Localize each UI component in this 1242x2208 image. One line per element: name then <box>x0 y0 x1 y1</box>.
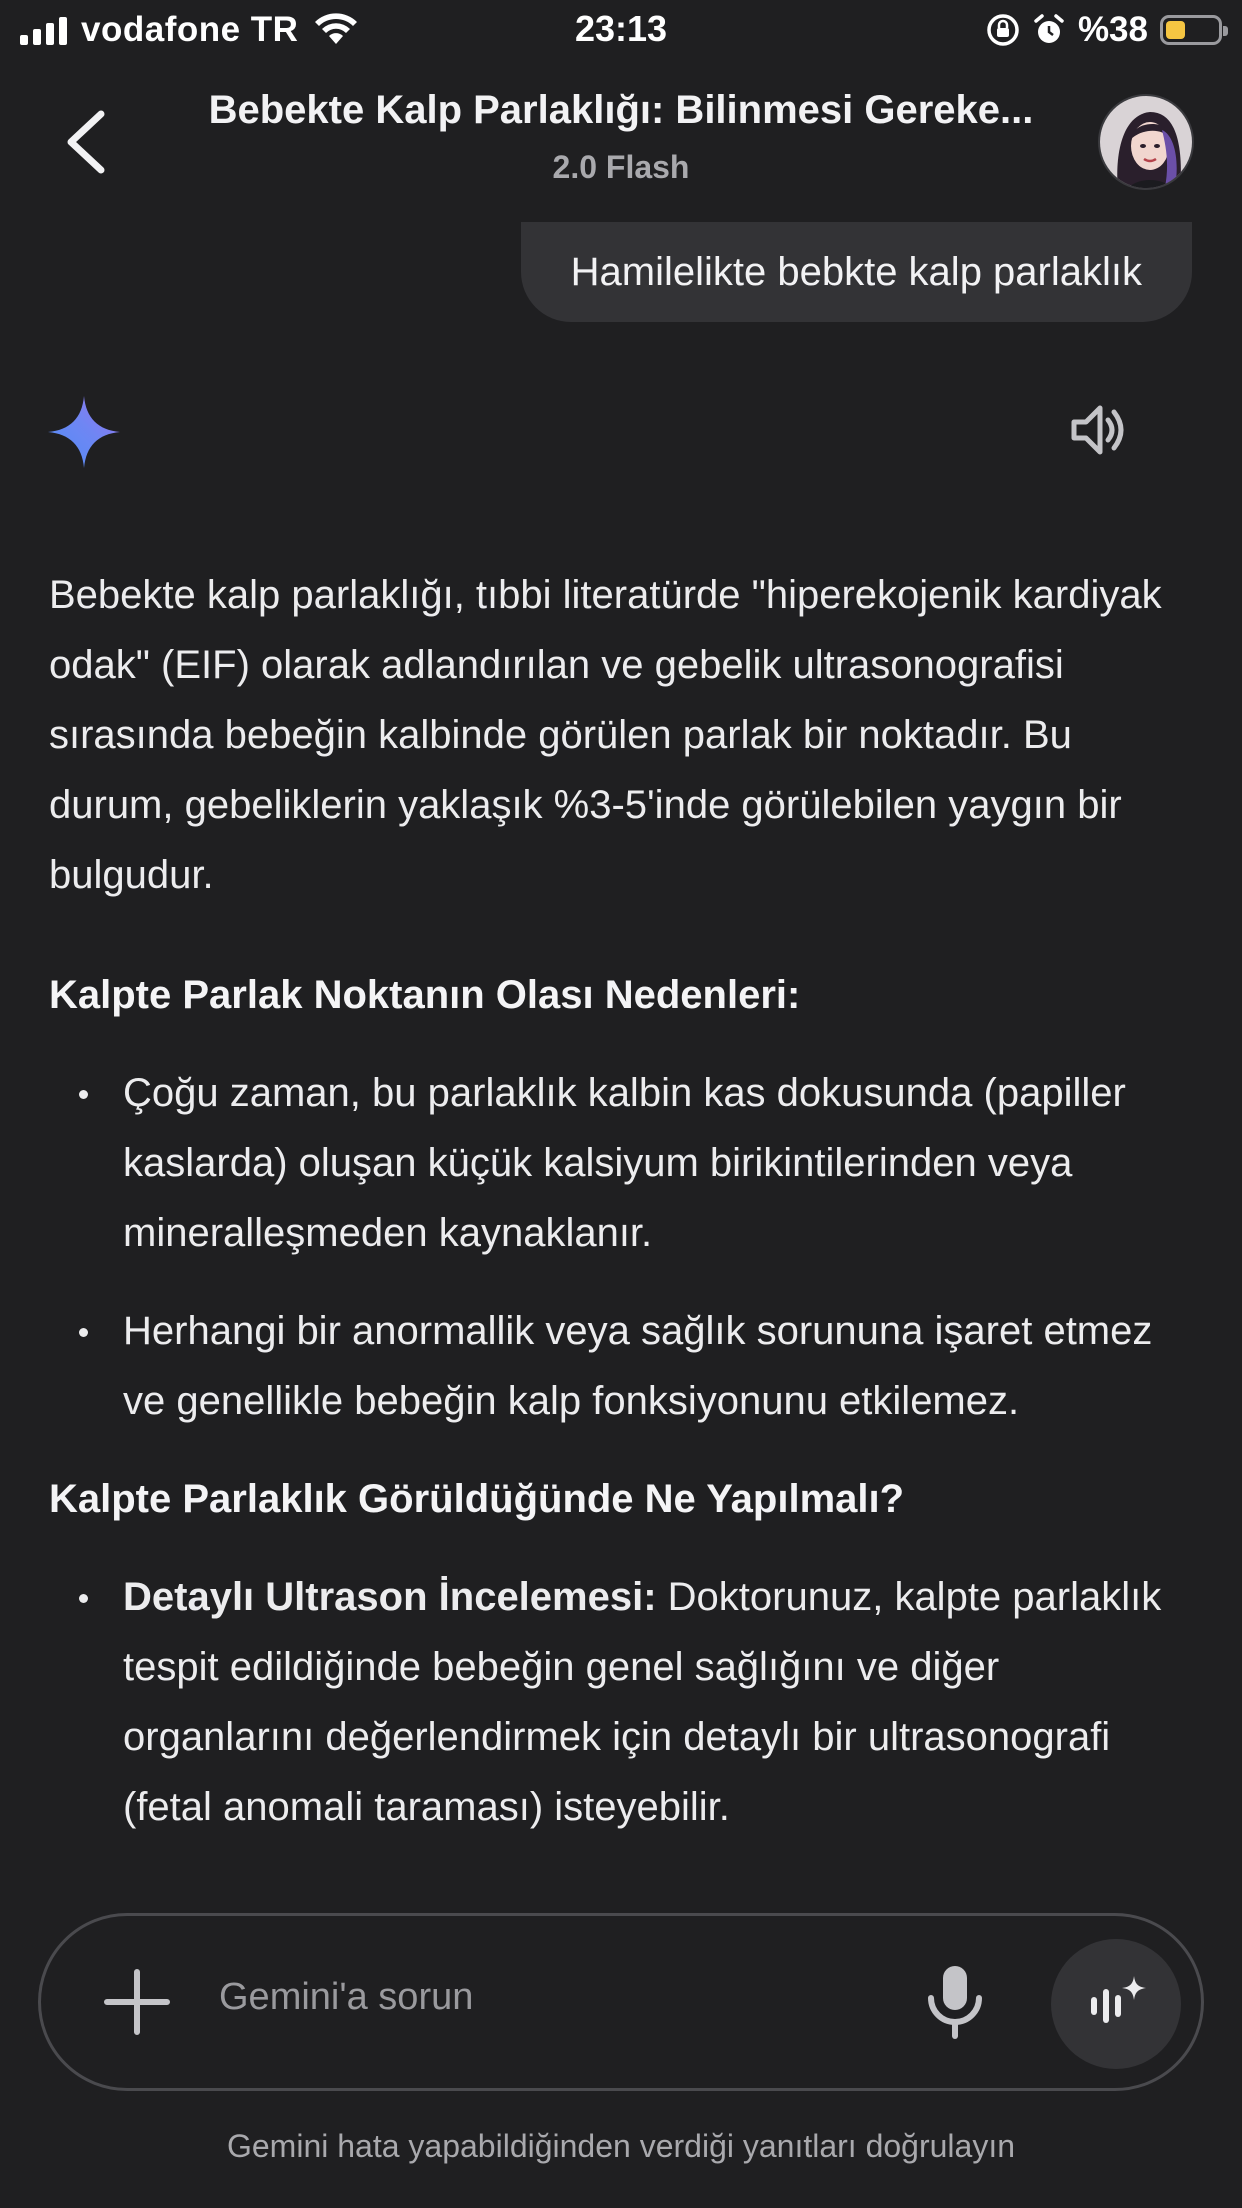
prompt-input-bar[interactable] <box>38 1913 1204 2091</box>
speaker-icon <box>1068 398 1132 462</box>
list-item-bold: Detaylı Ultrason İncelemesi: <box>123 1575 657 1619</box>
gemini-live-button[interactable] <box>1051 1939 1181 2069</box>
actions-list <box>49 1562 1199 1842</box>
rotation-lock-icon <box>986 13 1020 47</box>
response-intro: Bebekte kalp parlaklığı, tıbbi literatürde "hiperekojenik kardiyak odak" (EIF) olarak adlandırılan ve gebelik ultrasonografisi sırasında bebeğin kalbinde görülen parlak bir noktadır. Bu durum, gebeliklerin yaklaşık %3-5'inde görülebilen yaygın bir bulgudur. <box>49 573 1162 897</box>
avatar[interactable] <box>1098 94 1194 190</box>
back-button[interactable] <box>50 102 120 182</box>
disclaimer-text: Gemini hata yapabildiğinden verdiği yanıtları doğrulayın <box>226 2128 1016 2164</box>
battery-percent: %38 <box>1077 10 1148 49</box>
status-bar <box>0 0 1242 62</box>
status-right <box>986 10 1222 50</box>
user-message-text: Hamilelikte bebkte kalp parlaklık <box>570 249 1142 294</box>
title-area[interactable] <box>170 88 1072 186</box>
status-time: 23:13 <box>574 8 668 49</box>
causes-list <box>49 1058 1199 1436</box>
plus-icon <box>97 1962 177 2042</box>
user-message-bubble[interactable] <box>521 222 1192 322</box>
read-aloud-button[interactable] <box>1068 398 1132 462</box>
alarm-icon <box>1032 13 1066 47</box>
list-item <box>49 1296 1199 1436</box>
chat-header <box>0 62 1242 222</box>
gemini-spark-icon <box>46 394 122 470</box>
list-item <box>49 1562 1199 1842</box>
gemini-response <box>49 560 1199 1870</box>
user-avatar-image <box>1100 96 1194 190</box>
battery-level <box>1166 21 1185 39</box>
list-item-text: Doktorunuz, kalpte parlaklık tespit edildiğinde bebeğin genel sağlığını ve diğer organlarını değerlendirmek için detaylı bir ultrasonografi (fetal anomali taraması) isteyebilir. <box>123 1575 1162 1829</box>
list-item <box>49 1058 1199 1268</box>
carrier-name: vodafone TR <box>81 10 299 49</box>
list-item-text: Herhangi bir anormallik veya sağlık sorununa işaret etmez ve genellikle bebeğin kalp fonksiyonunu etkilemez. <box>123 1309 1153 1423</box>
list-item-text: Çoğu zaman, bu parlaklık kalbin kas dokusunda (papiller kaslarda) oluşan küçük kalsiyum birikintilerinden veya mineralleşmeden kaynaklanır. <box>123 1071 1126 1255</box>
gemini-live-icon <box>1084 1972 1148 2036</box>
model-label: 2.0 Flash <box>552 149 690 185</box>
section-heading-what-to-do: Kalpte Parlaklık Görüldüğünde Ne Yapılmalı? <box>49 1477 905 1521</box>
voice-input-button[interactable] <box>919 1960 991 2044</box>
chat-title: Bebekte Kalp Parlaklığı: Bilinmesi Gereke... <box>208 88 1034 132</box>
chevron-left-icon <box>63 110 107 174</box>
add-attachment-button[interactable] <box>97 1962 177 2042</box>
section-heading-causes: Kalpte Parlak Noktanın Olası Nedenleri: <box>49 973 801 1017</box>
battery-icon <box>1160 15 1222 45</box>
microphone-icon <box>919 1960 991 2044</box>
prompt-input-placeholder[interactable]: Gemini'a sorun <box>219 1976 474 2018</box>
